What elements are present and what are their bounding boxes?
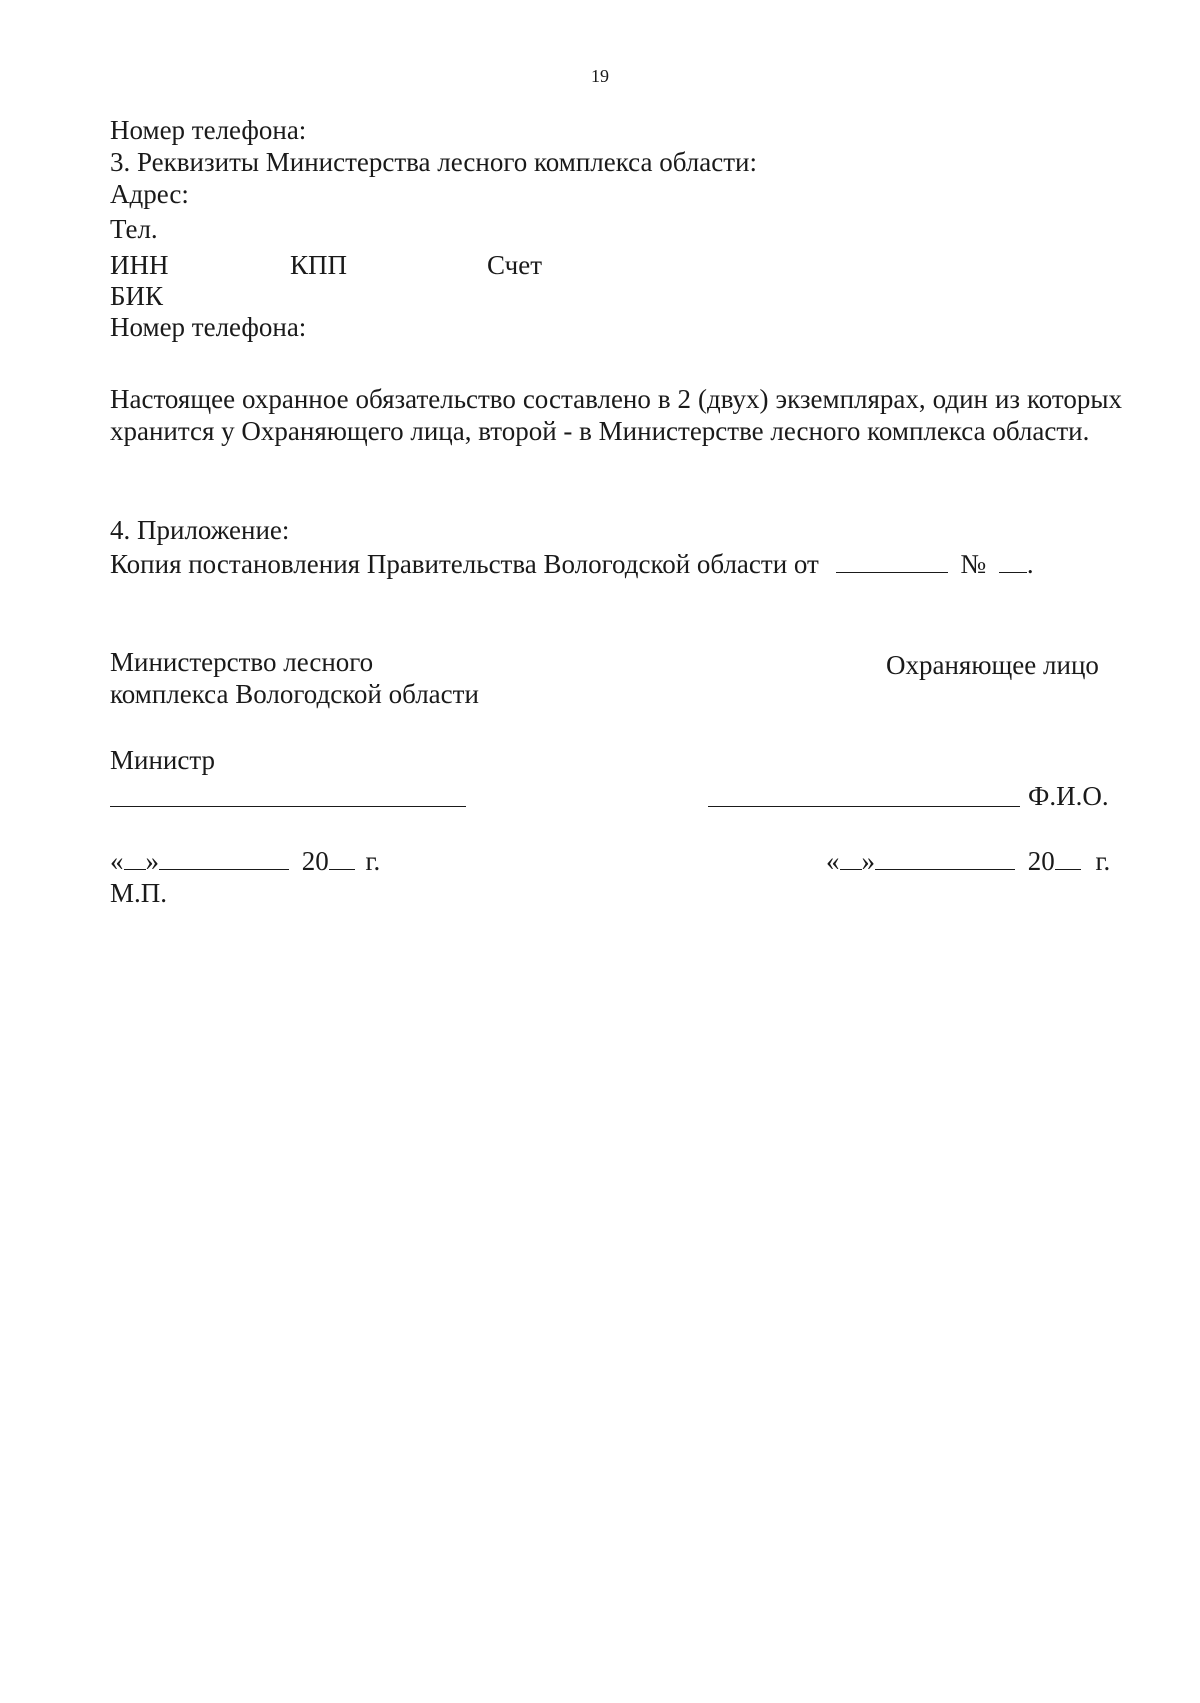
right-month-blank xyxy=(875,845,1015,870)
section4-heading: 4. Приложение: xyxy=(110,515,290,545)
right-date-open-quote: « xyxy=(826,846,840,876)
left-org-line2: комплекса Вологодской области xyxy=(110,679,479,709)
right-day-blank xyxy=(840,845,862,870)
left-date-close-quote: » xyxy=(145,846,159,876)
left-date xyxy=(110,845,380,877)
number-blank xyxy=(999,550,1027,573)
kpp-label: КПП xyxy=(290,250,348,280)
inn-label: ИНН xyxy=(110,250,169,280)
number-sign: № xyxy=(960,549,987,579)
left-year-suffix: г. xyxy=(365,846,381,876)
fio-label: Ф.И.О. xyxy=(1028,781,1109,811)
guard-signature-line xyxy=(708,806,1020,807)
minister-label: Министр xyxy=(110,745,215,775)
right-year-blank xyxy=(1055,845,1081,870)
left-date-open-quote: « xyxy=(110,846,124,876)
end-period: . xyxy=(1026,549,1034,579)
left-day-blank xyxy=(124,845,146,870)
address-label: Адрес: xyxy=(110,179,189,209)
right-year-prefix: 20 xyxy=(1027,846,1055,876)
left-month-blank xyxy=(159,845,289,870)
right-date xyxy=(826,845,1110,877)
inn-kpp-account-row xyxy=(110,249,610,281)
copies-paragraph: Настоящее охранное обязательство составлено в 2 (двух) экземплярах, один из которых хранится у Охраняющего лица, второй - в Министерстве лесного комплекса области. xyxy=(110,384,1122,446)
account-label: Счет xyxy=(487,250,543,280)
page-number: 19 xyxy=(591,66,609,86)
right-party-label: Охраняющее лицо xyxy=(886,650,1099,680)
right-year-suffix: г. xyxy=(1095,846,1111,876)
right-date-close-quote: » xyxy=(861,846,875,876)
phone-label-top: Номер телефона: xyxy=(110,115,307,145)
section3-heading: 3. Реквизиты Министерства лесного комплекса области: xyxy=(110,147,757,177)
minister-signature-line xyxy=(110,806,466,807)
bik-label: БИК xyxy=(110,281,164,311)
date-blank xyxy=(836,550,948,573)
tel-label: Тел. xyxy=(110,214,158,244)
left-org-line1: Министерство лесного xyxy=(110,647,374,677)
attachment-line xyxy=(110,548,1034,580)
left-year-prefix: 20 xyxy=(301,846,329,876)
phone-label-bottom: Номер телефона: xyxy=(110,312,307,342)
attachment-copy-text: Копия постановления Правительства Вологодской области от xyxy=(110,549,819,579)
left-year-blank xyxy=(329,845,355,870)
stamp-label: М.П. xyxy=(110,878,168,908)
